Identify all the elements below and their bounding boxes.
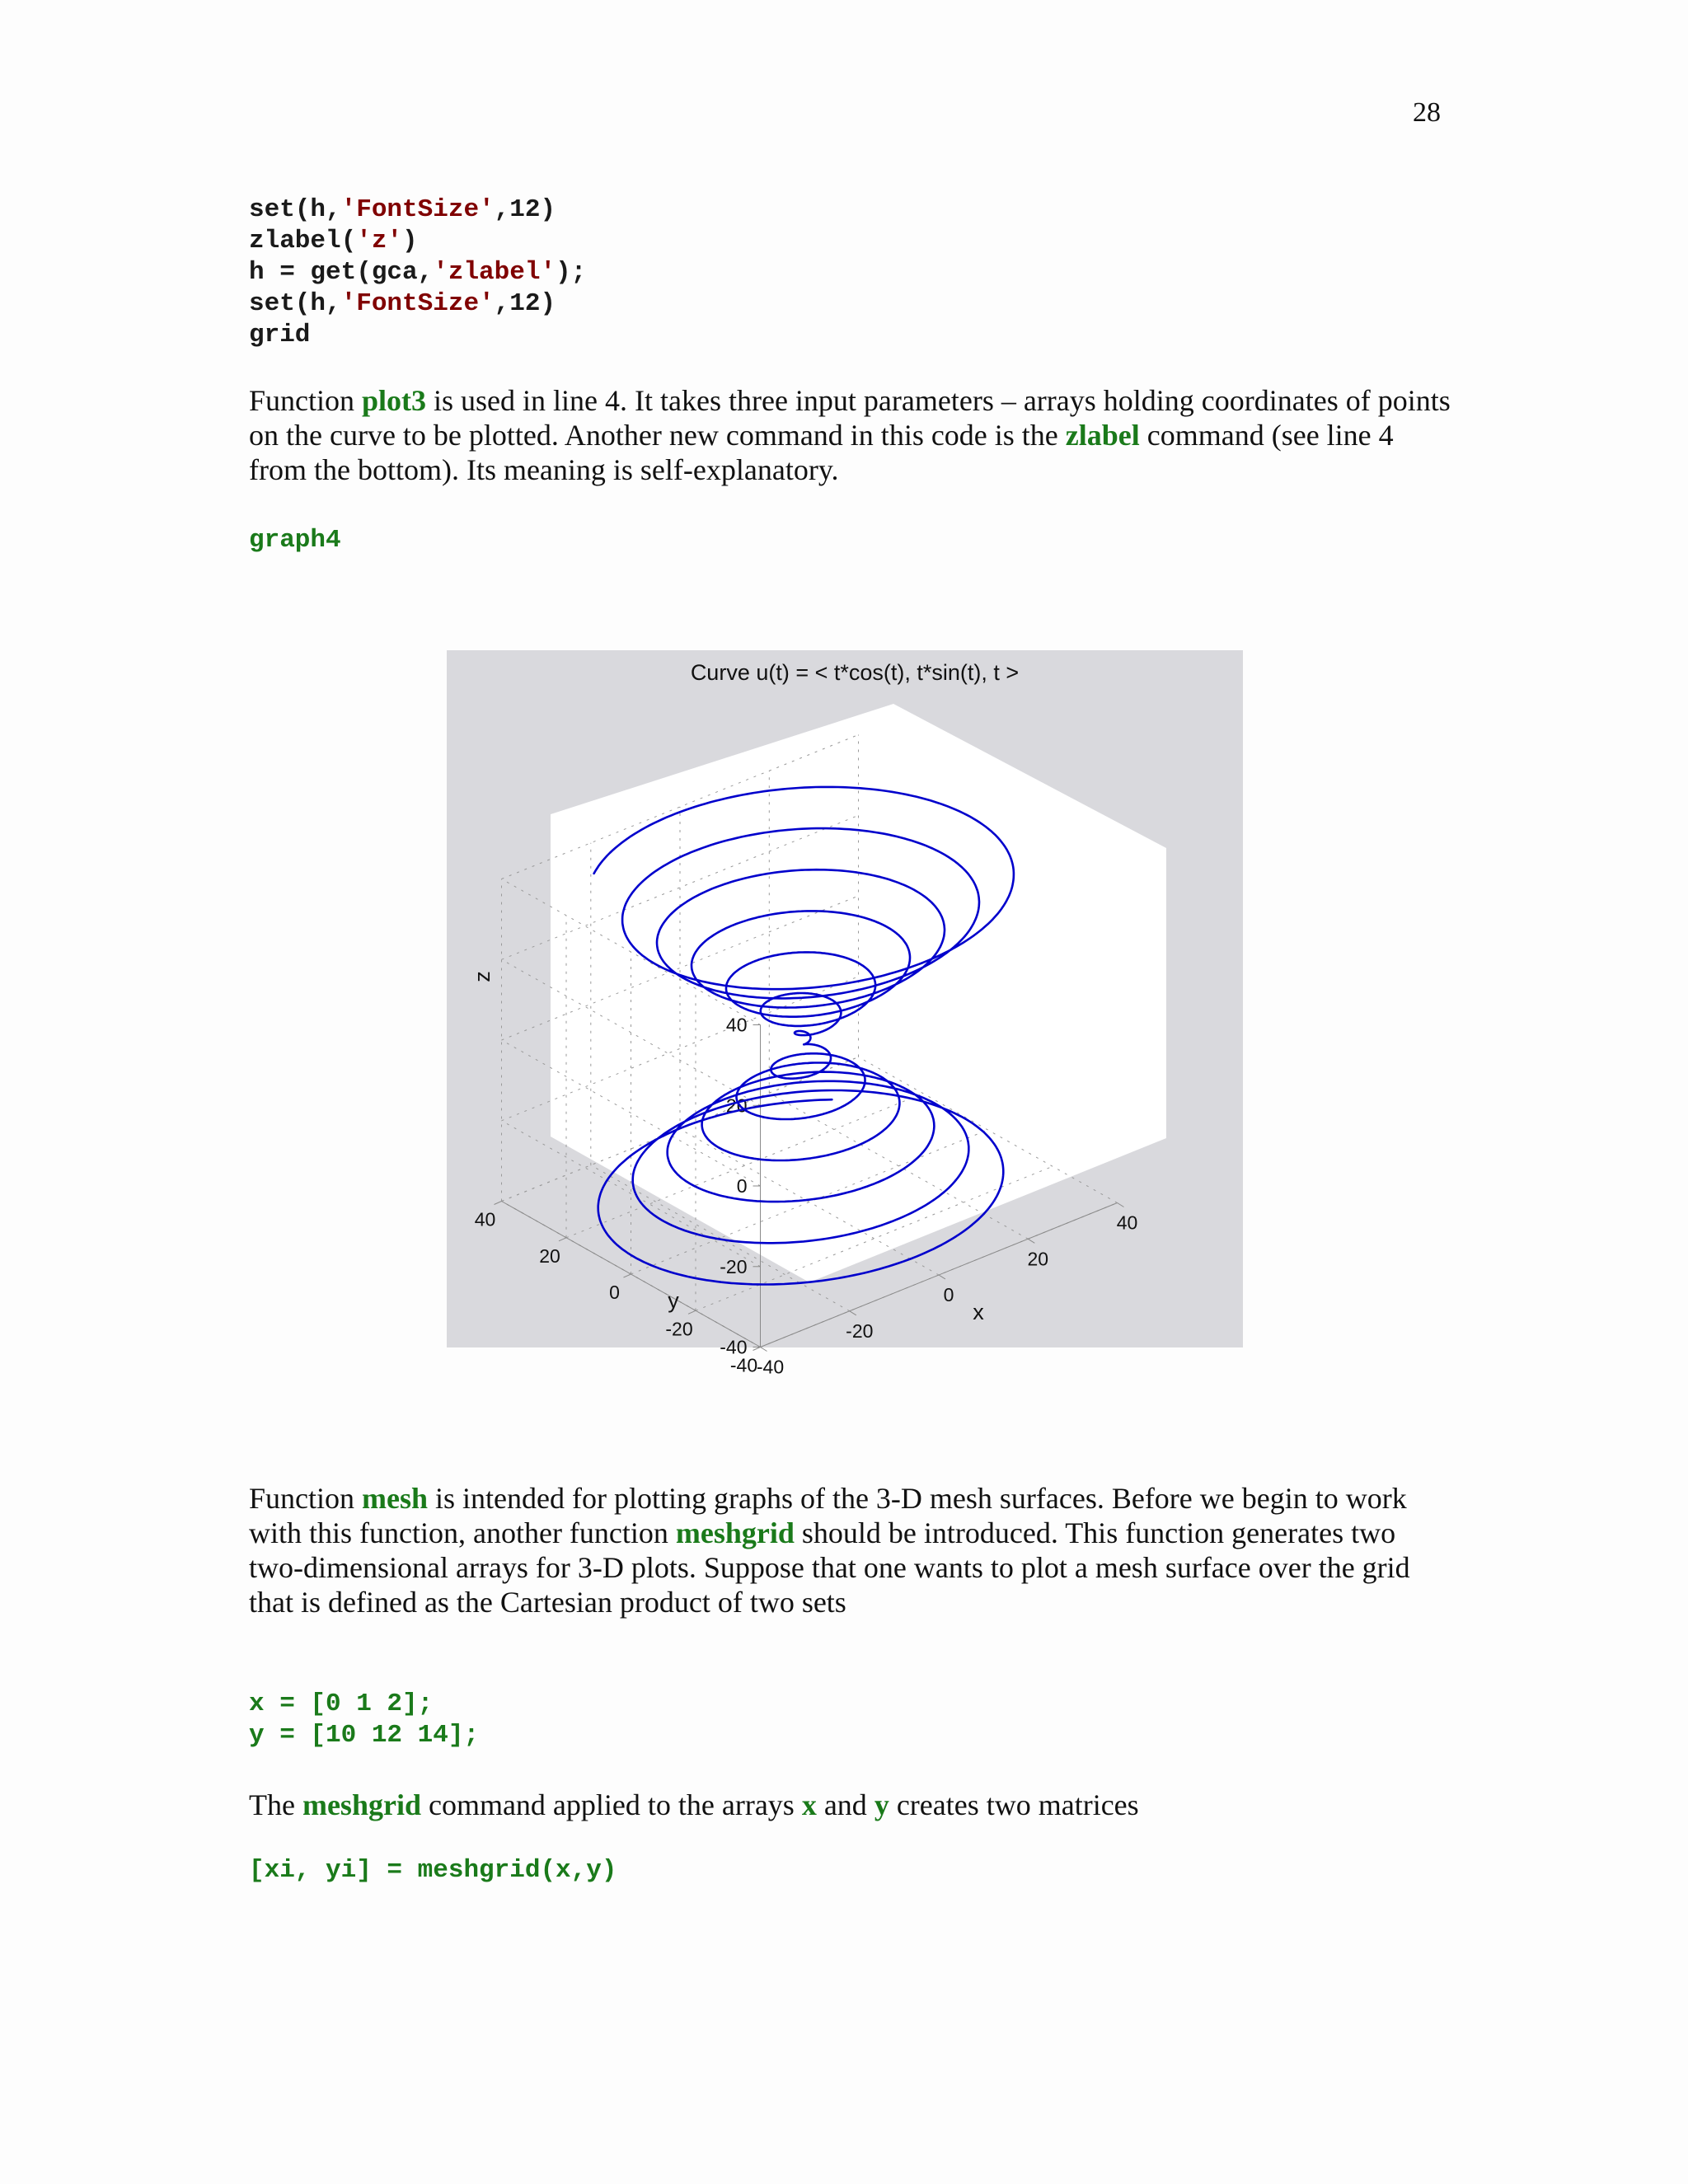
x-tick-label: 0	[943, 1284, 954, 1305]
chart-title: Curve u(t) = < t*cos(t), t*sin(t), t >	[690, 660, 1020, 685]
y-tick-label: -20	[665, 1318, 693, 1340]
x-tick-mark	[1118, 1203, 1124, 1207]
x-tick-label: -40	[756, 1356, 785, 1378]
y-tick-mark	[624, 1274, 631, 1277]
code-block-xy	[249, 1689, 479, 1751]
z-tick-label: 0	[736, 1175, 748, 1197]
y-tick-mark	[495, 1202, 502, 1205]
z-tick-label: -20	[720, 1255, 748, 1277]
code-line: x = [0 1 2];	[249, 1690, 434, 1718]
code-line: y = [10 12 14];	[249, 1721, 480, 1750]
keyword-meshgrid: meshgrid	[302, 1788, 421, 1821]
code-line: set(h,'FontSize',12)	[249, 289, 556, 318]
x-tick-label: 40	[1116, 1212, 1138, 1234]
graph-command: graph4	[249, 526, 341, 555]
axes-background	[551, 704, 1166, 1282]
x-tick-label: 20	[1027, 1248, 1049, 1270]
z-tick-label: 40	[725, 1014, 748, 1036]
z-axis-label: z	[470, 971, 495, 982]
y-tick-label: 0	[609, 1282, 620, 1303]
code-block-top	[249, 194, 586, 351]
x-tick-mark	[1028, 1239, 1034, 1243]
keyword-mesh: mesh	[362, 1482, 429, 1515]
z-tick-label: 20	[725, 1094, 748, 1117]
keyword-meshgrid: meshgrid	[675, 1516, 795, 1549]
x-axis-label: x	[973, 1300, 984, 1324]
paragraph-meshgrid: The meshgrid command applied to the arrays x and y creates two matrices	[249, 1788, 1139, 1821]
keyword-plot3: plot3	[362, 384, 427, 417]
y-tick-label: 40	[474, 1208, 496, 1230]
code-line: zlabel('z')	[249, 227, 418, 255]
x-tick-mark	[939, 1275, 945, 1279]
plot-figure	[447, 650, 1243, 1378]
3d-curve-chart	[447, 650, 1243, 1378]
paragraph-plot3: Function plot3 is used in line 4. It takes three input parameters – arrays holding coordinates of points on the curve to be plotted. Another new command in this code is the zlabel command (see line 4 from the bottom). Its meaning is self-explanatory.	[249, 384, 1451, 486]
x-tick-mark	[761, 1347, 767, 1352]
code-line: set(h,'FontSize',12)	[249, 195, 556, 224]
code-meshgrid-call: [xi, yi] = meshgrid(x,y)	[249, 1856, 617, 1885]
y-tick-label: 20	[539, 1244, 560, 1267]
y-tick-mark	[753, 1347, 761, 1351]
keyword-zlabel: zlabel	[1065, 419, 1140, 452]
page-number: 28	[1413, 97, 1441, 128]
y-tick-mark	[688, 1310, 696, 1314]
keyword-y: y	[874, 1788, 889, 1821]
x-tick-mark	[850, 1311, 856, 1315]
x-tick-label: -20	[846, 1319, 874, 1342]
code-line: h = get(gca,'zlabel');	[249, 258, 587, 287]
code-line: grid	[249, 321, 311, 349]
paragraph-mesh: Function mesh is intended for plotting graphs of the 3-D mesh surfaces. Before we begin to work with this function, another function meshgrid should be introduced. This function generates two two-dimensional arrays for 3-D plots. Suppose that one wants to plot a mesh surface over the grid that is defined as the Cartesian product of two sets	[249, 1482, 1410, 1619]
y-tick-mark	[559, 1238, 566, 1241]
y-tick-label: -40	[729, 1354, 758, 1376]
keyword-x: x	[801, 1788, 817, 1821]
z-tick-label: -40	[720, 1336, 748, 1358]
y-axis-label: y	[668, 1288, 679, 1313]
